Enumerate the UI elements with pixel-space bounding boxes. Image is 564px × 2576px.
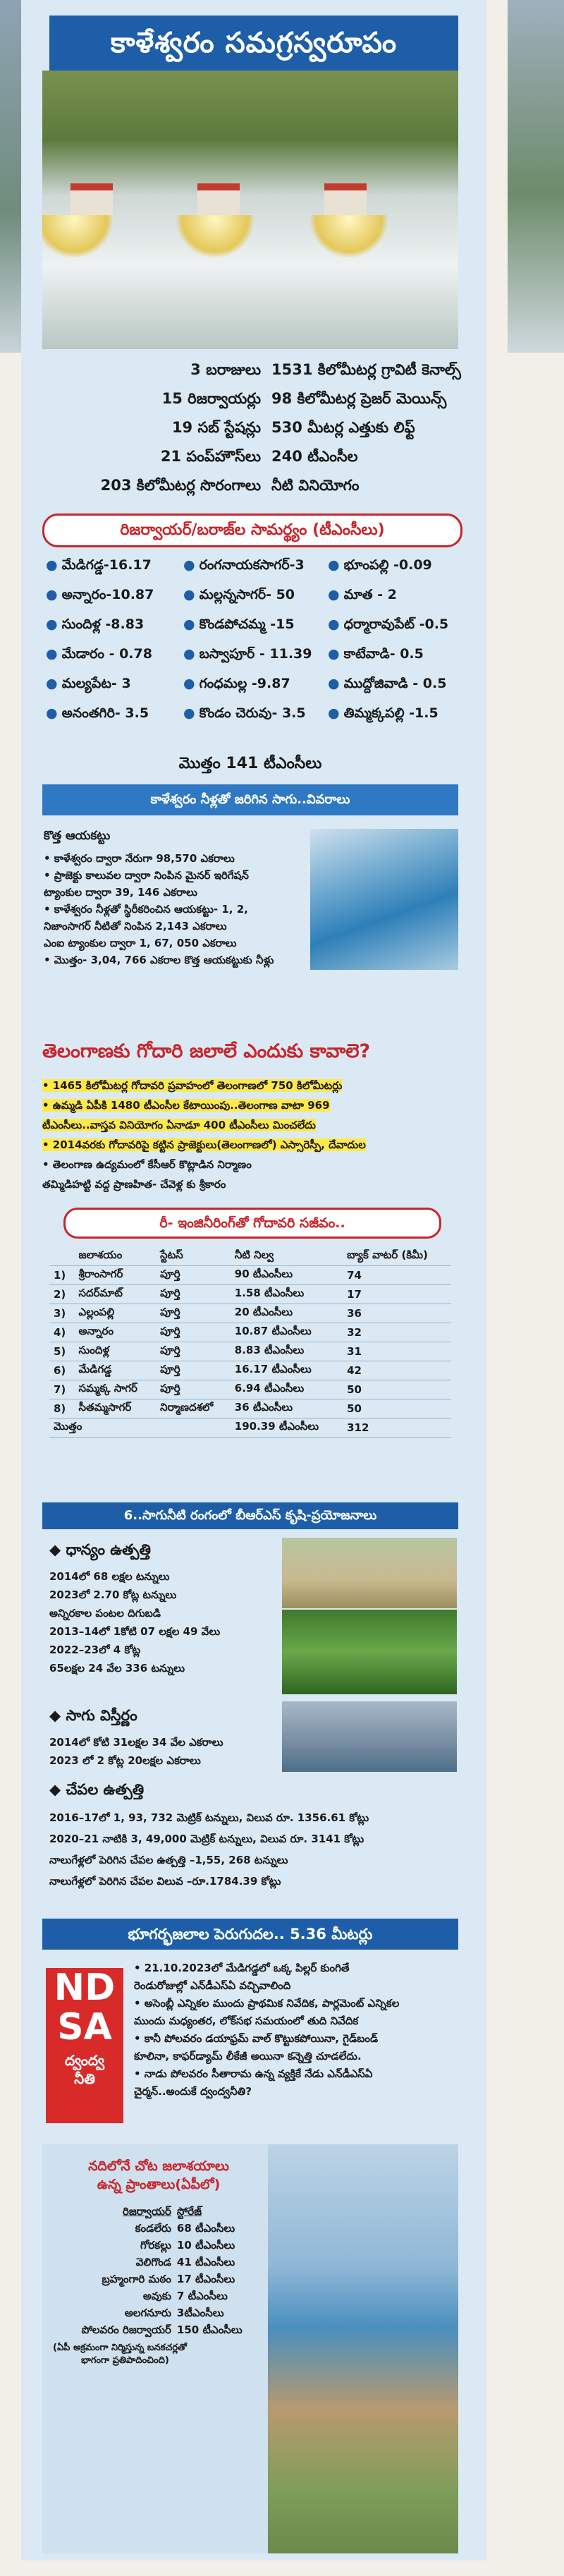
bullet-icon: ◆ xyxy=(49,1707,66,1724)
ndsa-sub-2: నీతి xyxy=(74,2070,95,2087)
ndsa-line: • అసెంబ్లీ ఎన్నికల ముందు ప్రాథమిక నివేదిక, పార్లమెంట్ ఎన్నికల xyxy=(134,1997,400,2010)
ayacut-line: ట్యాంకుల ద్వారా 39, 146 ఎకరాలు xyxy=(44,886,197,899)
ndsa-text-1: ND xyxy=(54,1967,116,2009)
reservoir-item: ● మేడిగడ్డ-16.17 xyxy=(46,557,152,573)
reservoir-item: ● మల్యపేట- 3 xyxy=(46,676,131,691)
paddy-line: అన్నిరకాల పంటల దిగుబడి xyxy=(49,1607,161,1620)
table-row: 4) అన్నారం పూర్తి 10.87 టీఎంసీలు 32 xyxy=(49,1323,451,1342)
reservoir-item: ● గంధమల్ల -9.87 xyxy=(183,676,290,691)
reservoir-item: ● అన్నారం-10.87 xyxy=(46,587,154,602)
fish-heading: ◆ చేపల ఉత్పత్తి xyxy=(49,1781,145,1798)
dam-table xyxy=(49,1247,451,1438)
reservoir-item: ● సుందిళ్ల -8.83 xyxy=(46,616,145,632)
paddy-line: 65లక్షల 24 వేల 336 టన్నులు xyxy=(49,1662,185,1675)
reengineering-heading: రీ- ఇంజినీరింగ్‌తో గోదావరి సజీవం.. xyxy=(63,1208,441,1239)
area-line: 2014లో కోటి 31లక్షల 34 వేల ఎకరాలు xyxy=(49,1736,223,1749)
page-title: కాళేశ్వరం సమగ్రస్వరూపం xyxy=(49,16,458,71)
table-row: 7) సమ్మక్క సాగర్ పూర్తి 6.94 టీఎంసీలు 50 xyxy=(49,1380,451,1399)
ndsa-list xyxy=(134,1960,458,2101)
fountain-1 xyxy=(42,215,113,257)
reservoir-item: ● బస్వాపూర్ - 11.39 xyxy=(183,646,312,662)
ap-note-1: (ఏపీ అక్రమంగా నిర్మిస్తున్న బనకచర్లతో xyxy=(53,2343,187,2353)
reservoir-item: ● మాత - 2 xyxy=(328,587,397,602)
dam-table-wrap xyxy=(49,1247,451,1438)
stat-left-4: 21 పంప్‌హౌస్‌లు xyxy=(160,448,261,465)
ayacut-line: • కాళేశ్వరం నీళ్లతో స్థిరీకరించిన ఆయకట్టు- 1, 2, xyxy=(44,903,248,916)
bullet-icon: ◆ xyxy=(49,1781,66,1798)
stat-right-1: 1531 కిలోమీటర్ల గ్రావిటీ కెనాల్స్ xyxy=(271,361,461,378)
table-row: బ్రహ్మంగారి మఠం 17 టీఎంసీలు xyxy=(102,2273,235,2285)
total-tmc: మొత్తం 141 టీఎంసీలు xyxy=(178,755,322,772)
paddy-list xyxy=(49,1567,282,1677)
pavilion-3 xyxy=(324,183,367,219)
table-total-row: మొత్తం 190.39 టీఎంసీలు 312 xyxy=(49,1418,451,1438)
area-heading: ◆ సాగు విస్తీర్ణం xyxy=(49,1707,137,1724)
ndsa-line: కూలినా, కాఫర్‌డ్యామ్ లీకేజీ అయినా కన్నెత్తి చూడలేదు. xyxy=(134,2050,362,2062)
col-status: స్టేటస్ xyxy=(156,1247,231,1266)
reservoir-item: ● అనంతగిరి- 3.5 xyxy=(46,705,149,721)
paddy-line: 2023లో 2.70 కోట్ల టన్నులు xyxy=(49,1588,177,1601)
field-photo xyxy=(282,1610,457,1694)
ndsa-text-2: SA xyxy=(57,2006,112,2048)
paddy-line: 2013–14లో 1కోటి 07 లక్షల 49 వేలు xyxy=(49,1625,221,1638)
col-backwater: బ్యాక్ వాటర్ (కిమీ) xyxy=(343,1247,451,1266)
why-line: • 2014వరకు గోదావరిపై కట్టిన ప్రాజెక్టులు(తెలంగాణలో) ఎస్సారెస్పీ, దేవాదుల xyxy=(42,1138,366,1151)
fish-line: నాలుగేళ్లలో పెరిగిన చేపల విలువ –రూ.1784.39 కోట్లు xyxy=(49,1875,281,1888)
reservoir-item: ● మల్లన్నసాగర్- 50 xyxy=(183,587,295,602)
stat-right-2: 98 కిలోమీటర్ల ప్రెజర్ మెయిన్స్ xyxy=(271,390,447,407)
ap-table-wrap xyxy=(53,2204,264,2368)
table-row: పోలవరం రిజర్వాయర్ 150 టీఎంసీలు xyxy=(81,2323,243,2336)
why-heading: తెలంగాణకు గోదారి జలాలే ఎందుకు కావాలె? xyxy=(42,1040,371,1062)
ndsa-line: రెండురోజుల్లో ఎన్‌డీఎస్ఏ వచ్చివాలింది xyxy=(134,1979,291,1992)
table-row: 5) సుందిళ్ల పూర్తి 8.83 టీఎంసీలు 31 xyxy=(49,1342,451,1361)
why-line: తమ్మిడిహట్టి వద్ద ప్రాణహిత- చేవెళ్ల కు శ్రీకారం xyxy=(42,1178,226,1191)
table-row: 2) సదర్‌మాట్ పూర్తి 1.58 టీఎంసీలు 17 xyxy=(49,1285,451,1304)
stat-left-5: 203 కిలోమీటర్ల సొరంగాలు xyxy=(100,477,261,494)
reservoir-item: ● ముద్దోజివాడి - 0.5 xyxy=(328,676,447,691)
paddy-photo xyxy=(282,1538,457,1608)
irrigation-banner: కాళేశ్వరం నీళ్లతో జరిగిన సాగు..వివరాలు xyxy=(42,784,458,815)
table-row: అవుకు 7 టీఎంసీలు xyxy=(142,2290,228,2302)
reservoir-item: ● కాటేవాడి- 0.5 xyxy=(328,646,424,662)
why-line: • ఉమ్మడి ఏపీకి 1480 టీఎంసీల కేటాయింపు..తెలంగాణ వాటా 969 xyxy=(42,1099,330,1112)
paddy-heading: ◆ ధాన్యం ఉత్పత్తి xyxy=(49,1541,151,1558)
reservoir-item: ● తిమ్మక్కపల్లి -1.5 xyxy=(328,705,439,721)
stat-left-2: 15 రిజర్వాయర్లు xyxy=(161,390,261,407)
fishing-photo xyxy=(282,1701,457,1772)
dam-table-header xyxy=(49,1247,451,1266)
reservoir-item: ● రంగనాయకసాగర్-3 xyxy=(183,557,305,573)
col-reservoir: జలాశయం xyxy=(75,1247,157,1266)
reservoir-item: ● కొండం చెరువు- 3.5 xyxy=(183,705,306,721)
paddy-line: 2014లో 68 లక్షల టన్నులు xyxy=(49,1570,170,1583)
stat-right-4: 240 టీఎంసీల xyxy=(271,448,358,465)
stat-left-1: 3 బరాజులు xyxy=(190,361,261,378)
ayacut-line: ఎంఐ ట్యాంకుల ద్వారా 1, 67, 050 ఎకరాలు xyxy=(44,937,237,949)
stat-right-3: 530 మీటర్ల ఎత్తుకు లిఫ్ట్ xyxy=(271,419,415,436)
bullet-icon: ◆ xyxy=(49,1541,66,1558)
why-line: • 1465 కిలోమీటర్ల గోదావరి ప్రవాహంలో తెలంగాణలో 750 కిలోమీటర్లు xyxy=(42,1079,343,1092)
ndsa-line: చైర్మన్..అందుకే ద్వంద్వనీతి? xyxy=(134,2085,252,2098)
col-reservoir: రిజర్వాయర్ xyxy=(122,2205,171,2218)
background-photo-left xyxy=(0,0,23,353)
paddy-line: 2022–23లో 4 కోట్ల xyxy=(49,1644,141,1656)
ndsa-line: ముందు మధ్యంతర, లోక్‌సభ సమయంలో తుది నివేదిక xyxy=(134,2015,359,2027)
agriculture-banner: 6..సాగునీటి రంగంలో బీఆర్ఎస్ కృషి-ప్రయోజనాలు xyxy=(42,1502,458,1529)
col-storage: స్టోరేజ్ xyxy=(176,2205,202,2218)
groundwater-banner: భూగర్భజలాల పెరుగుదల.. 5.36 మీటర్లు xyxy=(42,1919,458,1950)
ap-table xyxy=(53,2204,264,2340)
reservoir-item: ● కొండపోచమ్మ -15 xyxy=(183,616,295,632)
capacity-heading: రిజర్వాయర్/బరాజ్‌ల సామర్థ్యం (టీఎంసీలు) xyxy=(42,514,462,547)
ayacut-list xyxy=(44,850,312,968)
fish-list xyxy=(49,1807,458,1892)
col-storage: నీటి నిల్వ xyxy=(231,1247,343,1266)
table-row: 1) శ్రీరాంసాగర్ పూర్తి 90 టీఎంసీలు 74 xyxy=(49,1266,451,1285)
ap-note-2: భాగంగా ప్రతిపాదించింది) xyxy=(81,2355,169,2366)
table-row: 8) సీతమ్మసాగర్ నిర్మాణదశలో 36 టీఎంసీలు 50 xyxy=(49,1399,451,1418)
area-list xyxy=(49,1733,282,1770)
stat-right-5: నీటి వినియోగం xyxy=(271,477,360,494)
fish-line: 2016–17లో 1, 93, 732 మెట్రిక్ టన్నులు, విలువ రూ. 1356.61 కోట్లు xyxy=(49,1811,369,1824)
ayacut-line: • కాళేశ్వరం ద్వారా నేరుగా 98,570 ఎకరాలు xyxy=(44,852,235,865)
fish-line: 2020–21 నాటికి 3, 49,000 మెట్రిక్ టన్నులు, విలువ రూ. 3141 కోట్లు xyxy=(49,1833,364,1845)
canal-photo xyxy=(310,829,458,970)
background-photo-right xyxy=(508,0,564,353)
area-line: 2023 లో 2 కోట్ల 20లక్షల ఎకరాలు xyxy=(49,1754,201,1767)
why-line: • తెలంగాణ ఉద్యమంలో కేసీఆర్ కొట్లాడిన నిర్మాణం xyxy=(42,1158,252,1171)
ayacut-line: • మొత్తం- 3,04, 766 ఎకరాల కొత్త ఆయకట్టుకు నీళ్లు xyxy=(44,954,274,966)
stat-left-3: 19 సబ్ స్టేషన్లు xyxy=(171,419,261,436)
pavilion-1 xyxy=(70,183,113,219)
table-row: 6) మేడిగడ్డ పూర్తి 16.17 టీఎంసీలు 42 xyxy=(49,1361,451,1380)
ayacut-line: • ప్రాజెక్టు కాలువల ద్వారా నింపిన మైనర్ ఇరిగేషన్ xyxy=(44,869,249,882)
reservoir-item: ● మేడారం - 0.78 xyxy=(46,646,152,662)
table-row: అలగనూరు 3టీఎంసీలు xyxy=(124,2307,224,2319)
ndsa-line: • నాడు పోలవరం సీతారామ ఉన్న వ్యక్తికే నేడు ఎన్‌డీఎస్ఏ xyxy=(134,2067,373,2080)
why-list xyxy=(42,1076,458,1194)
reservoir-item: ● ధర్మారావుపేట్ -0.5 xyxy=(328,616,449,632)
ayacut-line: నిజాంసాగర్ నీటితో నింపిన 2,143 ఎకరాలు xyxy=(44,920,227,932)
hero-photo xyxy=(42,71,458,349)
ap-title-line-2: ఉన్న ప్రాంతాలు(ఏపీలో) xyxy=(97,2177,221,2192)
reservoir-photo xyxy=(268,2144,458,2553)
ndsa-badge xyxy=(46,1968,123,2123)
reservoir-item: ● భూంపల్లి -0.09 xyxy=(328,557,432,573)
fountain-2 xyxy=(176,215,254,257)
table-row: 3) ఎల్లంపల్లి పూర్తి 20 టీఎంసీలు 36 xyxy=(49,1304,451,1323)
table-row: కండలేరు 68 టీఎంసీలు xyxy=(135,2222,235,2235)
fish-line: నాలుగేళ్లలో పెరిగిన చేపల ఉత్పత్తి –1,55, 268 టన్నులు xyxy=(49,1854,288,1866)
ap-table-header xyxy=(53,2204,264,2221)
why-line: టీఎంసీలు..వాస్తవ వినియోగం ఏనాడూ 400 టీఎంసీలు మించలేదు xyxy=(42,1119,316,1131)
ap-reservoirs-title xyxy=(67,2157,250,2194)
table-row: గోరకల్లు 10 టీఎంసీలు xyxy=(140,2239,235,2252)
ndsa-line: • 21.10.2023లో మేడిగడ్డలో ఒక్క పిల్లర్ కుంగితే xyxy=(134,1962,350,1974)
ndsa-line: • కానీ పోలవరం డయాఫ్రమ్ వాల్ కొట్టుకపోయినా, గైడ్‌బండ్ xyxy=(134,2032,379,2045)
new-ayacut-label: కొత్త ఆయకట్టు xyxy=(44,829,111,843)
ap-title-line-1: నదిలోనే చోట జలాశయాలు xyxy=(88,2158,229,2174)
table-row: వెలిగొండ 41 టీఎంసీలు xyxy=(135,2256,235,2268)
fountain-3 xyxy=(310,215,388,257)
ndsa-sub-1: ద్వంద్వ xyxy=(65,2052,104,2069)
pavilion-2 xyxy=(197,183,240,219)
